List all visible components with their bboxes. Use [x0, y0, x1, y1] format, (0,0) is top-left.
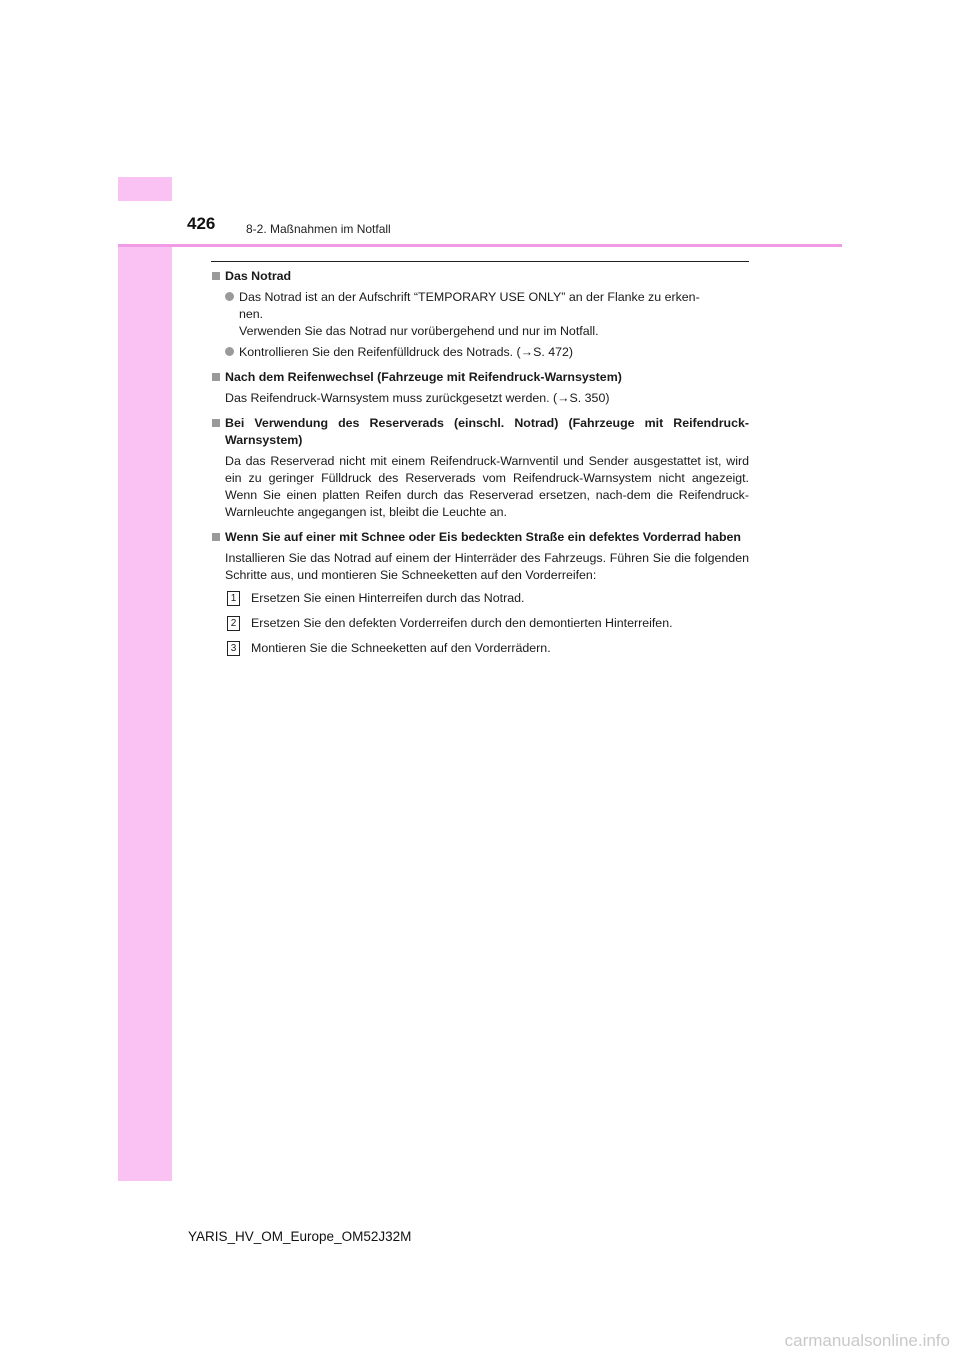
header-band — [118, 201, 842, 245]
step-item — [211, 590, 749, 607]
heading-snow-ice: Wenn Sie auf einer mit Schnee oder Eis bedeckten Straße ein defektes Vorderrad haben — [211, 529, 749, 546]
header-divider — [118, 244, 842, 247]
section-title: 8-2. Maßnahmen im Notfall — [246, 222, 391, 236]
step-item — [211, 640, 749, 657]
watermark: carmanualsonline.info — [784, 1331, 950, 1350]
page-number: 426 — [187, 214, 216, 233]
paragraph: Da das Reserverad nicht mit einem Reifendruck-Warnventil und Sender ausgestattet ist, wird ein zu geringer Fülldruck des Reserverads vom Reifendruck-Warnsystem nicht angezeigt. Wenn Sie einen platten Reifen durch das Reserverad ersetzen, nach-dem die Reifendruck-Warnleuchte angegangen ist, bleibt die Leuchte an. — [225, 454, 749, 519]
document-id-footer: YARIS_HV_OM_Europe_OM52J32M — [188, 1229, 412, 1244]
side-tab-band — [118, 177, 172, 1181]
bullet-dot-icon — [225, 292, 234, 301]
step-number: 1 — [227, 591, 240, 606]
page-content — [211, 268, 749, 665]
step-number: 3 — [227, 641, 240, 656]
bullet-text: Verwenden Sie das Notrad nur vorübergehend und nur im Notfall. — [239, 324, 599, 338]
bullet-item — [211, 344, 749, 361]
heading-after-tire-change: Nach dem Reifenwechsel (Fahrzeuge mit Reifendruck-Warnsystem) — [211, 369, 749, 386]
step-text: Ersetzen Sie einen Hinterreifen durch das Notrad. — [251, 591, 525, 605]
steps-list — [211, 590, 749, 657]
step-number: 2 — [227, 616, 240, 631]
step-text: Ersetzen Sie den defekten Vorderreifen durch den demontierten Hinterreifen. — [251, 616, 673, 630]
bullet-dot-icon — [225, 347, 234, 356]
heading-spare-use: Bei Verwendung des Reserverads (einschl. Notrad) (Fahrzeuge mit Reifendruck-Warnsystem) — [211, 415, 749, 449]
paragraph: Das Reifendruck-Warnsystem muss zurückgesetzt werden. (→S. 350) — [225, 391, 610, 405]
heading-spare-wheel: Das Notrad — [211, 268, 749, 285]
bullet-item — [211, 289, 749, 340]
bullet-text: Kontrollieren Sie den Reifenfülldruck des Notrads. (→S. 472) — [239, 345, 574, 359]
step-text: Montieren Sie die Schneeketten auf den Vorderrädern. — [251, 641, 551, 655]
bullet-text: Das Notrad ist an der Aufschrift “TEMPORARY USE ONLY” an der Flanke zu erken- — [239, 290, 700, 304]
paragraph: Installieren Sie das Notrad auf einem der Hinterräder des Fahrzeugs. Führen Sie die folgenden Schritte aus, und montieren Sie Schneeketten auf den Vorderreifen: — [225, 551, 749, 582]
step-item — [211, 615, 749, 632]
content-top-rule — [211, 261, 749, 262]
bullet-text: nen. — [239, 307, 264, 321]
